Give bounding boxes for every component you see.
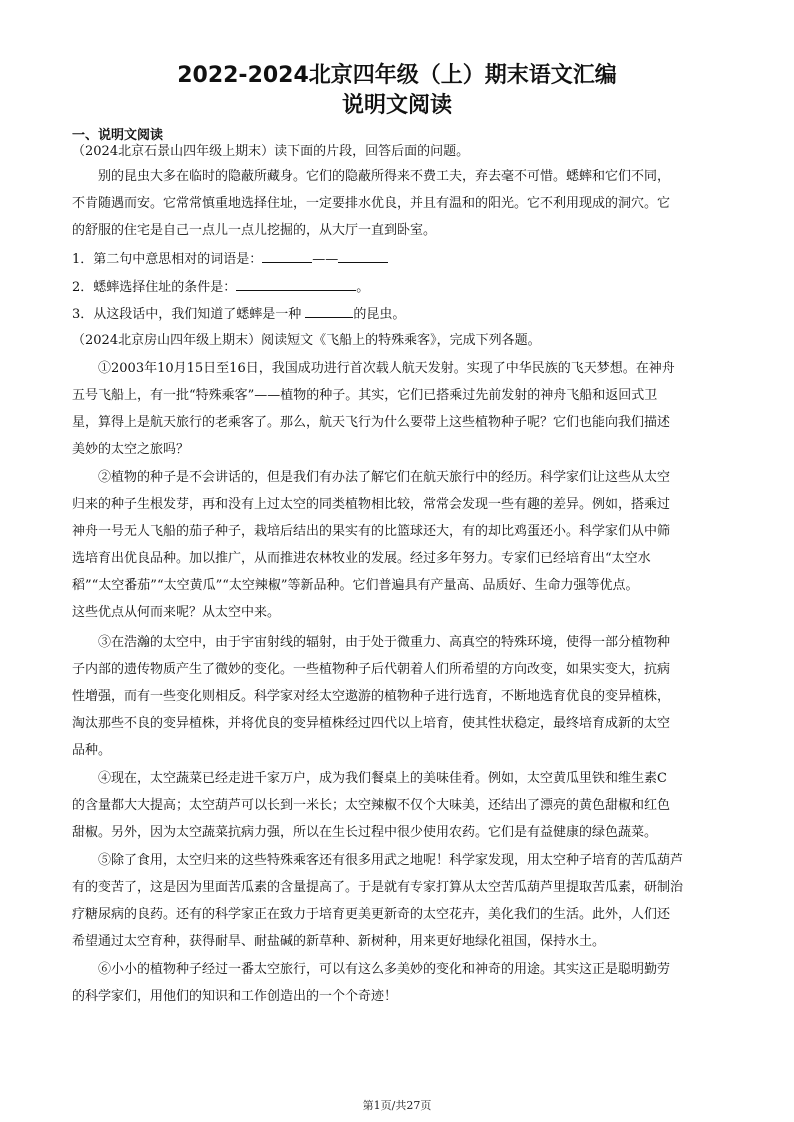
question-1-text: 1．第二句中意思相对的词语是： [72,252,263,267]
passage2-line: ④现在，太空蔬菜已经走进千家万户，成为我们餐桌上的美味佳肴。例如，太空黄瓜里铁和维生素C [98,771,667,786]
passage2-line: 选培育出优良品种。加以推广，从而推进农林牧业的发展。经过多年努力。专家们已经培育出“太空水 [72,551,651,566]
passage2-line: ⑤除了食用，太空归来的这些特殊乘客还有很多用武之地呢！科学家发现，用太空种子培育的苦瓜葫芦 [98,853,684,868]
passage1-line: 不肯随遇而安。它常常慎重地选择住址，一定要排水优良，并且有温和的阳光。它不利用现成的洞穴。它 [72,196,671,211]
question-1 [72,250,724,269]
passage2-line: 神舟一号无人飞船的茄子种子，栽培后结出的果实有的比篮球还大，有的却比鸡蛋还小。科学家们从中筛 [72,524,671,539]
passage2-line: 美妙的太空之旅吗？ [72,442,190,457]
document-subtitle: 说明文阅读 [341,93,452,118]
question-2 [72,278,724,297]
answer-blank[interactable] [338,250,388,263]
passage2-line: ③在浩瀚的太空中，由于宇宙射线的辐射，由于处于微重力、高真空的特殊环境，使得一部分植物种 [98,635,671,650]
document-title: 2022-2024北京四年级（上）期末语文汇编 [177,63,617,88]
passage2-line: 稻”“太空番茄”“太空黄瓜”“太空辣椒”等新品种。它们普遍具有产量高、品质好、生命力强等优点。 [72,578,639,593]
passage2-line: 归来的种子生根发芽，再和没有上过太空的同类植物相比较，常常会发现一些有趣的差异。例如，搭乘过 [72,497,671,512]
dash: —— [312,252,339,267]
question-2-text: 2．蟋蟀选择住址的条件是： [72,280,237,295]
question-3-text: 3．从这段话中，我们知道了蟋蟀是一种 [72,307,302,322]
passage2-line: 性增强，而有一些变化则相反。科学家对经太空遨游的植物种子进行选育，不断地选育优良的变异植株， [72,689,671,704]
question-source-1: （2024北京石景山四年级上期末）读下面的片段，回答后面的问题。 [72,144,470,159]
answer-blank[interactable] [236,278,356,291]
passage1-line: 别的昆虫大多在临时的隐蔽所藏身。它们的隐蔽所得来不费工夫，弃去毫不可惜。蟋蟀和它们不同， [98,169,671,184]
passage2-line: 的科学家们，用他们的知识和工作创造出的一个个奇迹！ [72,989,398,1004]
passage2-line: 疗糖尿病的良药。还有的科学家正在致力于培育更美更新奇的太空花卉，美化我们的生活。此外，人们还 [72,907,671,922]
passage2-line: 甜椒。另外，因为太空蔬菜抗病力强，所以在生长过程中很少使用农药。它们是有益健康的绿色蔬菜。 [72,825,658,840]
answer-blank[interactable] [305,305,353,318]
passage2-line: 这些优点从何而来呢？从太空中来。 [72,605,281,620]
question-source-2: （2024北京房山四年级上期末）阅读短文《飞船上的特殊乘客》，完成下列各题。 [72,333,541,348]
period: 。 [356,280,370,295]
question-3-end: 的昆虫。 [353,307,406,322]
passage2-line: 星，算得上是航天旅行的老乘客了。那么，航天飞行为什么要带上这些植物种子呢？它们也能向我们描述 [72,415,671,430]
passage2-line: 有的变苦了，这是因为里面苦瓜素的含量提高了。于是就有专家打算从太空苦瓜葫芦里提取苦瓜素，研制治 [72,880,684,895]
question-3 [72,305,724,324]
page-number: 第1页/共27页 [362,1099,432,1112]
answer-blank[interactable] [262,250,312,263]
passage2-line: 五号飞船上，有一批“特殊乘客”——植物的种子。其实，它们已搭乘过先前发射的神舟飞船和返回式卫 [72,388,658,403]
section-heading: 一、说明文阅读 [72,128,164,143]
passage2-line: ①2003年10月15日至16日，我国成功进行首次载人航天发射。实现了中华民族的飞天梦想。在神舟 [98,361,675,376]
passage2-line: 子内部的遗传物质产生了微妙的变化。一些植物种子后代朝着人们所希望的方向改变，如果实变大，抗病 [72,662,671,677]
passage2-line: 淘汰那些不良的变异植株，并将优良的变异植株经过四代以上培育，使其性状稳定，最终培育成新的太空 [72,716,671,731]
passage2-line: ②植物的种子是不会讲话的，但是我们有办法了解它们在航天旅行中的经历。科学家们让这些从太空 [98,470,671,485]
passage1-line: 的舒服的住宅是自己一点儿一点儿挖掘的，从大厅一直到卧室。 [72,223,437,238]
passage2-line: 希望通过太空育种，获得耐旱、耐盐碱的新草种、新树种，用来更好地绿化祖国，保持水土。 [72,934,606,949]
passage2-line: 的含量都大大提高；太空葫芦可以长到一米长；太空辣椒不仅个大味美，还结出了漂亮的黄色甜椒和红色 [72,798,671,813]
passage2-line: ⑥小小的植物种子经过一番太空旅行，可以有这么多美妙的变化和神奇的用途。其实这正是聪明勤劳 [98,962,671,977]
passage2-line: 品种。 [72,743,112,758]
